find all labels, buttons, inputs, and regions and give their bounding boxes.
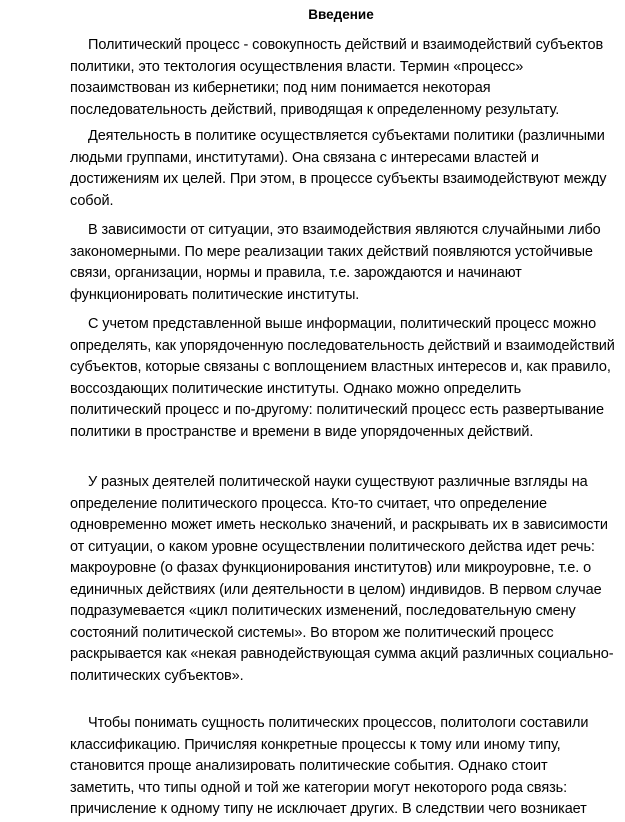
paragraph-3: В зависимости от ситуации, это взаимодействия являются случайными либо закономерными. По мере реализации таких действий появляются устойчивые связи, организации, нормы и правила, т.е. зарождаются и начинают функционировать политические институты. (70, 222, 601, 303)
paragraph-6: Чтобы понимать сущность политических процессов, политологи составили классификацию. Причисляя конкретные процессы к тому или иному типу, становится проще анализировать политические события. Однако стоит заметить, что типы одной и той же категории могут некоторого рода связь: причисление к одному типу не исключает других. В следствии чего возникает (70, 715, 589, 817)
paragraph-1: Политический процесс - совокупность действий и взаимодействий субъектов политики, это тектология осуществления власти. Термин «процесс» позаимствован из кибернетики; под ним понимается некоторая последовательность действий, приводящая к определенному результату. (70, 37, 604, 118)
paragraph-2: Деятельность в политике осуществляется субъектами политики (различными людьми группами, институтами). Она связана с интересами властей и достижениям их целей. При этом, в процессе субъекты взаимодействуют между собой. (70, 128, 607, 209)
paragraph-4: С учетом представленной выше информации, политический процесс можно определять, как упорядоченную последовательность действий и взаимодействий субъектов, которые связаны с воплощением властных интересов и, как правило, воссоздающих политические институты. Однако можно определить политический процесс и по-другому: политический процесс есть развертывание политики в пространстве и времени в виде упорядоченных действий. (70, 316, 615, 440)
document-title: Введение (308, 7, 374, 22)
paragraph-5: У разных деятелей политической науки существуют различные взгляды на определение политического процесса. Кто-то считает, что определение одновременно может иметь несколько значений, и раскрывать их в зависимости от ситуации, о каком уровне осуществлении политического действа идет речь: макроуровне (о фазах функционирования институтов) или микроуровне, т.е. о единичных действиях (или деятельности в целом) индивидов. В первом случае подразумевается «цикл политических изменений, последовательную смену состояний политической системы». Во втором же политический процесс раскрывается как «некая равнодействующая сумма акций различных социально-политических субъектов». (70, 474, 614, 684)
